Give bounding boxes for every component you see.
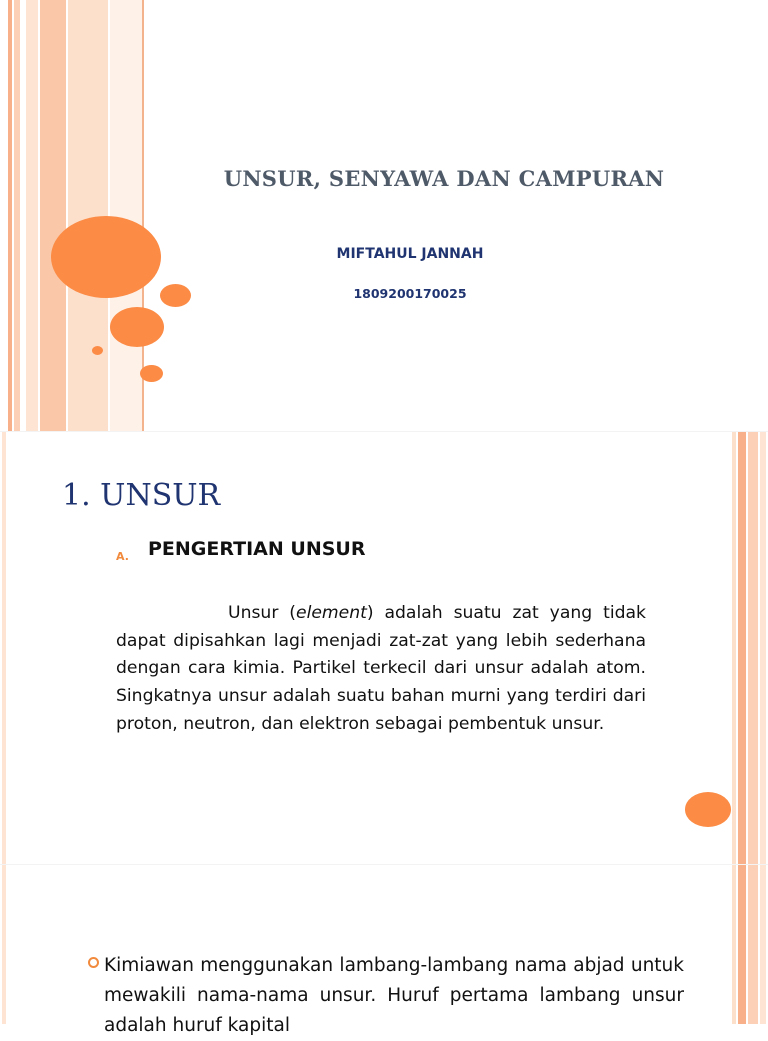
bullet-circle-icon bbox=[88, 957, 99, 968]
title-slide bbox=[0, 0, 768, 432]
decorative-circle-small-2 bbox=[140, 365, 163, 382]
left-edge-stripe bbox=[0, 432, 10, 865]
left-stripes-decoration bbox=[0, 0, 150, 432]
bullet-paragraph: Kimiawan menggunakan lambang-lambang nama abjad untuk mewakili nama-nama unsur. Huruf pertama lambang unsur adalah huruf kapital bbox=[104, 955, 684, 1036]
decorative-circle-medium bbox=[110, 307, 164, 347]
presentation-title: UNSUR, SENYAWA DAN CAMPURAN bbox=[223, 166, 665, 191]
definition-paragraph bbox=[116, 600, 646, 739]
paragraph-italic-term: element bbox=[296, 603, 367, 623]
subheading-marker: A. bbox=[116, 550, 129, 563]
right-stripes-decoration bbox=[728, 432, 768, 865]
decorative-circle-small bbox=[160, 284, 191, 307]
section-heading: 1. UNSUR bbox=[62, 478, 221, 513]
paragraph-text-start: Unsur ( bbox=[228, 603, 296, 623]
author-name: MIFTAHUL JANNAH bbox=[336, 246, 484, 262]
decorative-circle-tiny bbox=[92, 346, 103, 355]
left-edge-stripe bbox=[0, 865, 10, 1024]
subheading: PENGERTIAN UNSUR bbox=[148, 538, 366, 560]
content-slide-unsur bbox=[0, 432, 768, 865]
paragraph-text-rest: ) adalah suatu zat yang tidak dapat dipisahkan lagi menjadi zat-zat yang lebih sederhana dengan cara kimia. Partikel terkecil dari unsur adalah atom. Singkatnya unsur adalah suatu bahan murni yang terdiri dari proton, neutron, dan elektron sebagai pembentuk unsur. bbox=[116, 603, 646, 734]
content-slide-lambang bbox=[0, 865, 768, 1036]
right-stripes-decoration bbox=[728, 865, 768, 1024]
decorative-circle-right bbox=[685, 792, 731, 827]
decorative-circle-large bbox=[51, 216, 161, 298]
student-id: 1809200170025 bbox=[353, 286, 467, 301]
